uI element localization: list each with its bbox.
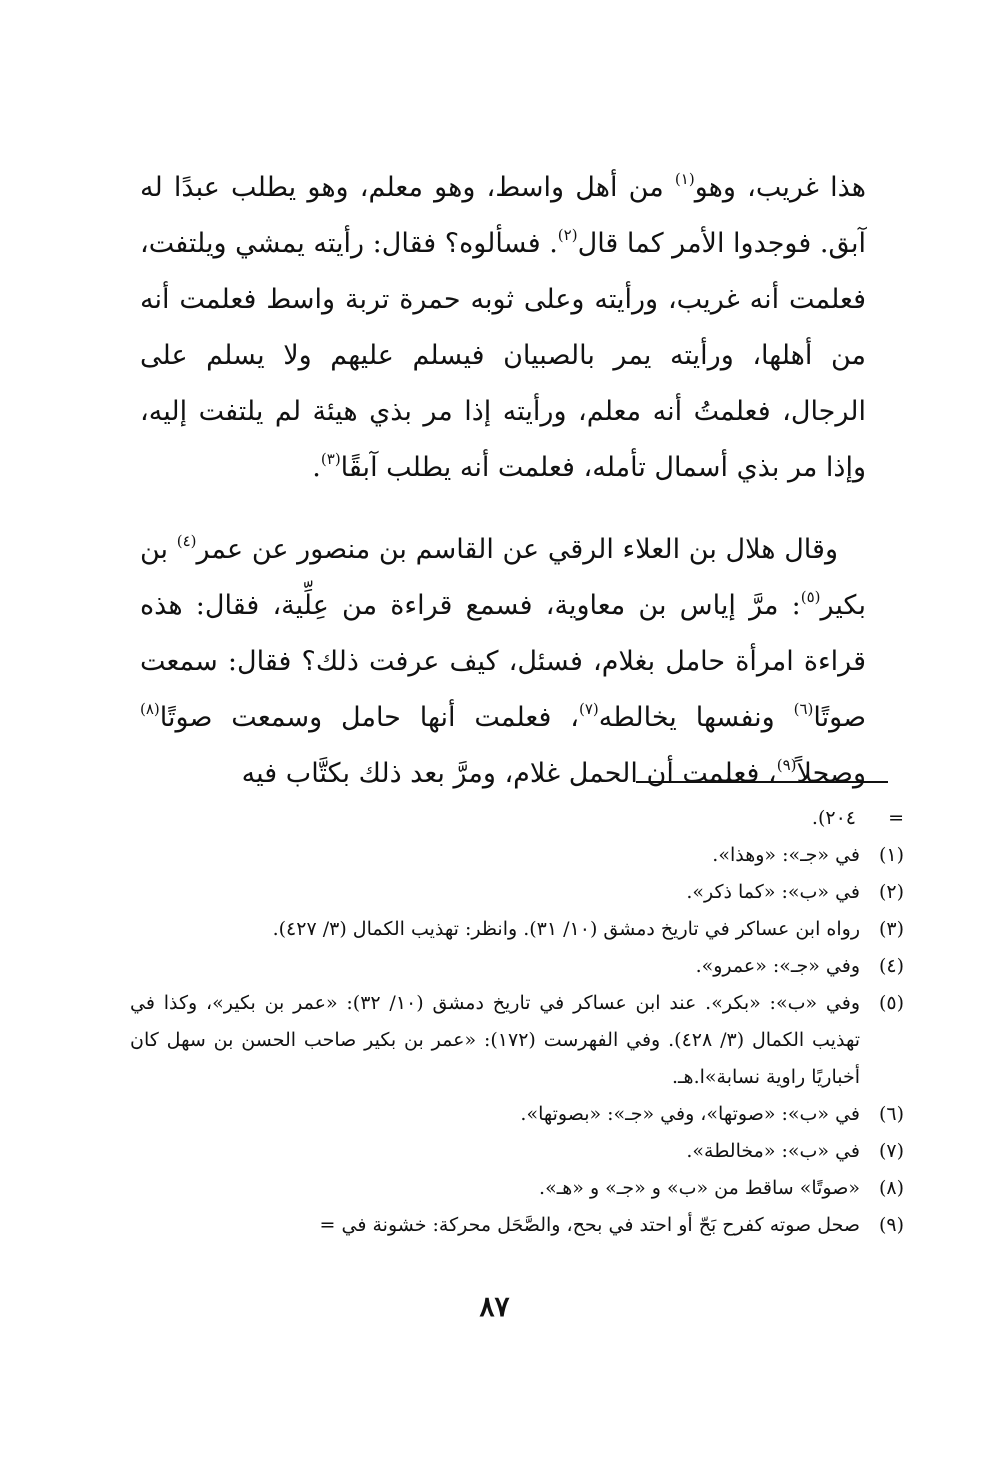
footnote-item: [130, 985, 904, 1096]
footnote-item: [130, 911, 904, 948]
footnote-number: (٩): [878, 1214, 904, 1236]
footnote-ref[interactable]: (٧): [579, 700, 599, 718]
footnote-text: في «ب»: «مخالطة».: [686, 1140, 860, 1162]
footnote-number: (٤): [878, 955, 904, 977]
footnote-ref[interactable]: (٢): [557, 226, 578, 244]
continuation-text: ٢٠٤).: [811, 807, 856, 829]
text-run: : مرَّ إياس بن معاوية، فسمع قراءة من عِلِّية، فقال: هذه قراءة امرأة حامل بغلام، فسئل، كيف عرفت ذلك؟ فقال: سمعت صوتًا: [140, 590, 867, 733]
footnote-text: وفي «جـ»: «عمرو».: [695, 955, 860, 977]
page-number: ٨٧: [479, 1290, 510, 1323]
footnote-number: (٥): [878, 992, 904, 1014]
text-run: بن بكير: [140, 534, 866, 621]
footnote-number: (٢): [878, 881, 904, 903]
footnote-ref[interactable]: (٤): [176, 532, 197, 550]
footnote-ref[interactable]: (٦): [793, 700, 814, 718]
text-run: ، فعلمت أن الحمل غلام، ومرَّ بعد ذلك بكتَّاب فيه: [241, 758, 777, 789]
footnote-item: [130, 1207, 904, 1244]
text-run: وقال هلال بن العلاء الرقي عن القاسم بن منصور عن عمر: [196, 534, 838, 565]
footnote-number: (٣): [878, 918, 904, 940]
footnotes: [130, 800, 904, 1244]
footnote-number: (٦): [878, 1103, 904, 1125]
footnote-text: وفي «ب»: «بكر». عند ابن عساكر في تاريخ دمشق (١٠/ ٣٢): «عمر بن بكير»، وكذا في تهذيب الكمال (٣/ ٤٢٨). وفي الفهرست (١٧٢): «عمر بن بكير صاحب الحسن بن سهل كان أخباريًا راوية نسابة»ا.هـ.: [130, 992, 860, 1088]
footnote-item: [130, 837, 904, 874]
footnote-ref[interactable]: (٣): [320, 450, 341, 468]
footnote-text: في «ب»: «كما ذكر».: [686, 881, 860, 903]
text-run: من أهل واسط، وهو معلم، وهو يطلب عبدًا له آبق. فوجدوا الأمر كما قال: [140, 172, 866, 259]
text-run: هذا غريب، وهو: [694, 172, 867, 203]
footnote-text: صحل صوته كفرح بَحّ أو احتد في بحح، والصَّحَل محركة: خشونة في =: [319, 1214, 860, 1236]
paragraph-2: [140, 522, 866, 802]
footnote-item: [130, 1170, 904, 1207]
footnote-text: في «جـ»: «وهذا».: [712, 844, 860, 866]
footnote-ref[interactable]: (١): [674, 170, 695, 188]
footnote-item: [130, 1133, 904, 1170]
footnote-text: في «ب»: «صوتها»، وفي «جـ»: «بصوتها».: [520, 1103, 860, 1125]
paragraph-1: [140, 160, 866, 496]
footnote-item: [130, 1096, 904, 1133]
footnote-ref[interactable]: (٨): [140, 700, 160, 718]
text-run: وصحلاً: [796, 758, 866, 789]
footnote-ref[interactable]: (٩): [776, 756, 797, 774]
text-run: . فسألوه؟ فقال: رأيته يمشي ويلتفت، فعلمت أنه غريب، ورأيته وعلى ثوبه حمرة تربة واسط فعلمت أنه من أهلها، ورأيته يمر بالصبيان فيسلم عليهم ولا يسلم على الرجال، فعلمتُ أنه معلم، ورأيته إذا مر بذي هيئة لم يلتفت إليه، وإذا مر بذي أسمال تأمله، فعلمت أنه يطلب آبقًا: [140, 228, 866, 483]
footnote-number: (٨): [878, 1177, 904, 1199]
main-text: [140, 160, 866, 828]
footnote-item: [130, 874, 904, 911]
footnote-separator: [636, 781, 888, 783]
footnote-text: «صوتًا» ساقط من «ب» و «جـ» و «هـ».: [539, 1177, 860, 1199]
text-run: ، فعلمت أنها حامل وسمعت صوتًا: [159, 702, 579, 733]
footnote-number: (١): [878, 844, 904, 866]
footnote-continuation: [130, 800, 904, 837]
continuation-marker: =: [888, 807, 904, 829]
text-run: ونفسها يخالطه: [598, 702, 794, 733]
text-run: .: [312, 452, 321, 483]
footnote-number: (٧): [878, 1140, 904, 1162]
footnote-item: [130, 948, 904, 985]
footnote-text: رواه ابن عساكر في تاريخ دمشق (١٠/ ٣١). وانظر: تهذيب الكمال (٣/ ٤٢٧).: [272, 918, 860, 940]
footnote-ref[interactable]: (٥): [800, 588, 821, 606]
